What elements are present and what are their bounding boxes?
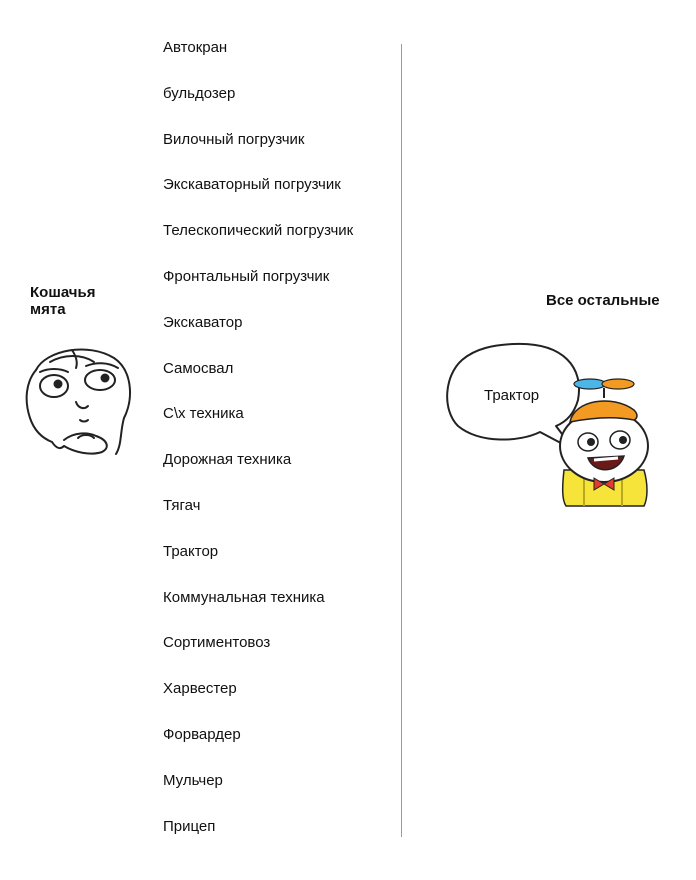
list-item: Экскаваторный погрузчик bbox=[163, 176, 341, 194]
list-item: Тягач bbox=[163, 496, 201, 514]
list-item: Сортиментовоз bbox=[163, 634, 271, 652]
thinking-meme-face-icon bbox=[16, 336, 138, 458]
vehicle-list bbox=[163, 38, 353, 862]
list-item: Прицеп bbox=[163, 817, 216, 835]
list-item: Экскаватор bbox=[163, 313, 243, 331]
list-item: бульдозер bbox=[163, 84, 236, 102]
list-item: Телескопический погрузчик bbox=[163, 222, 354, 240]
propeller-cap-character-icon bbox=[444, 338, 656, 508]
list-item: Фронтальный погрузчик bbox=[163, 267, 330, 285]
speech-bubble-text: Трактор bbox=[484, 387, 540, 404]
list-item: Автокран bbox=[163, 39, 228, 56]
list-item: Дорожная техника bbox=[163, 451, 292, 469]
list-item: Трактор bbox=[163, 542, 219, 560]
list-item: С\х техника bbox=[163, 405, 244, 423]
list-item: Коммунальная техника bbox=[163, 588, 325, 606]
list-item: Харвестер bbox=[163, 680, 237, 698]
list-item: Вилочный погрузчик bbox=[163, 130, 305, 148]
list-item: Самосвал bbox=[163, 359, 234, 377]
vertical-divider bbox=[401, 44, 402, 837]
left-panel-title: Кошачья мята bbox=[30, 284, 96, 318]
right-panel-title: Все остальные bbox=[546, 292, 660, 309]
list-item: Мульчер bbox=[163, 771, 223, 789]
list-item: Форвардер bbox=[163, 725, 241, 743]
